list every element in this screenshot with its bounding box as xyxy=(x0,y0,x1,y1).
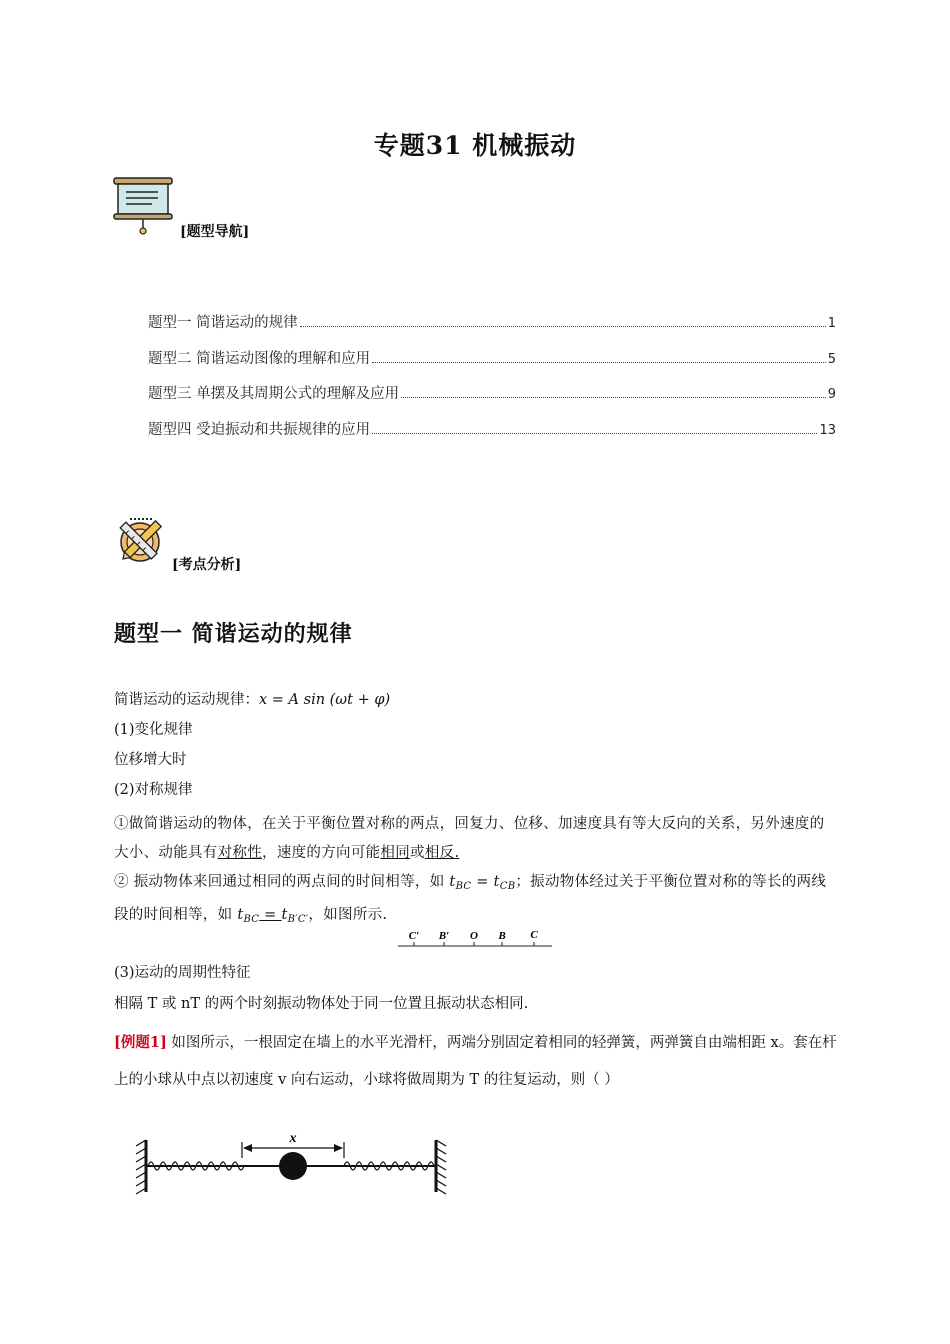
distance-label: x xyxy=(289,1131,297,1146)
text-segment: ①做简谐运动的物体，在关于平衡位置对称的两点，回复力、位移、加速度具有等大反向的关系，另外速度的大小、动能具有 xyxy=(114,816,825,861)
toc-page-number: 5 xyxy=(827,352,836,367)
toc-page-number: 9 xyxy=(827,387,836,402)
axis-label: O xyxy=(470,930,478,942)
axis-label: C xyxy=(530,929,538,941)
presentation-board-icon xyxy=(112,176,174,236)
item3-title: (3)运动的周期性特征 xyxy=(114,965,251,981)
symmetry-paragraph-2 xyxy=(114,868,839,934)
spring-ball-figure xyxy=(132,1124,450,1196)
toc-item-label: 题型二 简谐运动图像的理解和应用 xyxy=(148,351,371,367)
item3-text: 相隔 T 或 nT 的两个时刻振动物体处于同一位置且振动状态相同. xyxy=(114,996,529,1012)
analysis-label: [考点分析] xyxy=(172,557,242,573)
motion-law-line xyxy=(114,690,390,710)
axis-label: B′ xyxy=(438,930,450,942)
pencil-ruler-icon xyxy=(114,516,166,566)
time-symbol: = t xyxy=(471,874,500,890)
text-segment: ；振动物体经过关于平衡位置对称的等长的两线段的时间相等，如 xyxy=(114,874,827,923)
underlined-term: 对称性 xyxy=(217,845,263,861)
toc-item-1[interactable] xyxy=(148,311,836,332)
text-segment: ② 振动物体来回通过相同的两点间的时间相等，如 xyxy=(114,874,450,890)
toc-item-label: 题型三 单摆及其周期公式的理解及应用 xyxy=(148,386,400,402)
toc-item-label: 题型四 受迫振动和共振规律的应用 xyxy=(148,422,371,438)
motion-law-prefix: 简谐运动的运动规律： xyxy=(114,692,259,708)
ball xyxy=(279,1152,307,1180)
underlined-term: 相同 xyxy=(380,845,411,861)
item1-title: (1)变化规律 xyxy=(114,722,193,738)
text-segment: 或 xyxy=(410,845,425,861)
text-segment: ，如图所示. xyxy=(308,907,388,923)
toc-page-number: 13 xyxy=(819,423,836,438)
time-symbol: t xyxy=(281,907,288,923)
subscript: B′C′ xyxy=(287,914,309,925)
example-1 xyxy=(114,1024,838,1099)
item1-text: 位移增大时 xyxy=(114,752,187,768)
toc-leader xyxy=(372,432,817,434)
toc-leader xyxy=(372,361,826,363)
subscript: CB xyxy=(499,881,516,892)
toc-item-4[interactable] xyxy=(148,418,836,439)
toc-item-label: 题型一 简谐运动的规律 xyxy=(148,315,298,331)
section-heading: 题型一 简谐运动的规律 xyxy=(114,621,353,647)
example-text: 如图所示，一根固定在墙上的水平光滑杆，两端分别固定着相同的轻弹簧，两弹簧自由端相距 x。套在杆上的小球从中点以初速度 v 向右运动，小球将做周期为 T 的往复运动，则（ ） xyxy=(114,1035,837,1088)
toc-item-3[interactable] xyxy=(148,382,836,403)
time-symbol: t xyxy=(449,874,456,890)
toc-leader xyxy=(401,396,826,398)
symmetry-paragraph-1 xyxy=(114,810,839,868)
example-tag: [例题1] xyxy=(114,1034,167,1051)
equals-sign: = xyxy=(259,907,282,923)
nav-label: [题型导航] xyxy=(180,224,250,240)
symmetry-axis-diagram xyxy=(396,926,556,952)
toc-leader xyxy=(300,325,826,327)
axis-label: C′ xyxy=(408,930,420,942)
underlined-term: 相反. xyxy=(424,845,460,861)
page-title: 专题31 机械振动 xyxy=(373,131,577,160)
text-segment: ，速度的方向可能 xyxy=(262,845,381,861)
motion-law-formula: x = A sin (ωt + φ) xyxy=(259,692,391,708)
axis-label: B xyxy=(498,930,506,942)
item2-title: (2)对称规律 xyxy=(114,782,193,798)
subscript: BC xyxy=(455,881,472,892)
time-symbol: t xyxy=(237,907,244,923)
toc-item-2[interactable] xyxy=(148,347,836,368)
toc-page-number: 1 xyxy=(827,316,836,331)
subscript: BC xyxy=(243,914,260,925)
